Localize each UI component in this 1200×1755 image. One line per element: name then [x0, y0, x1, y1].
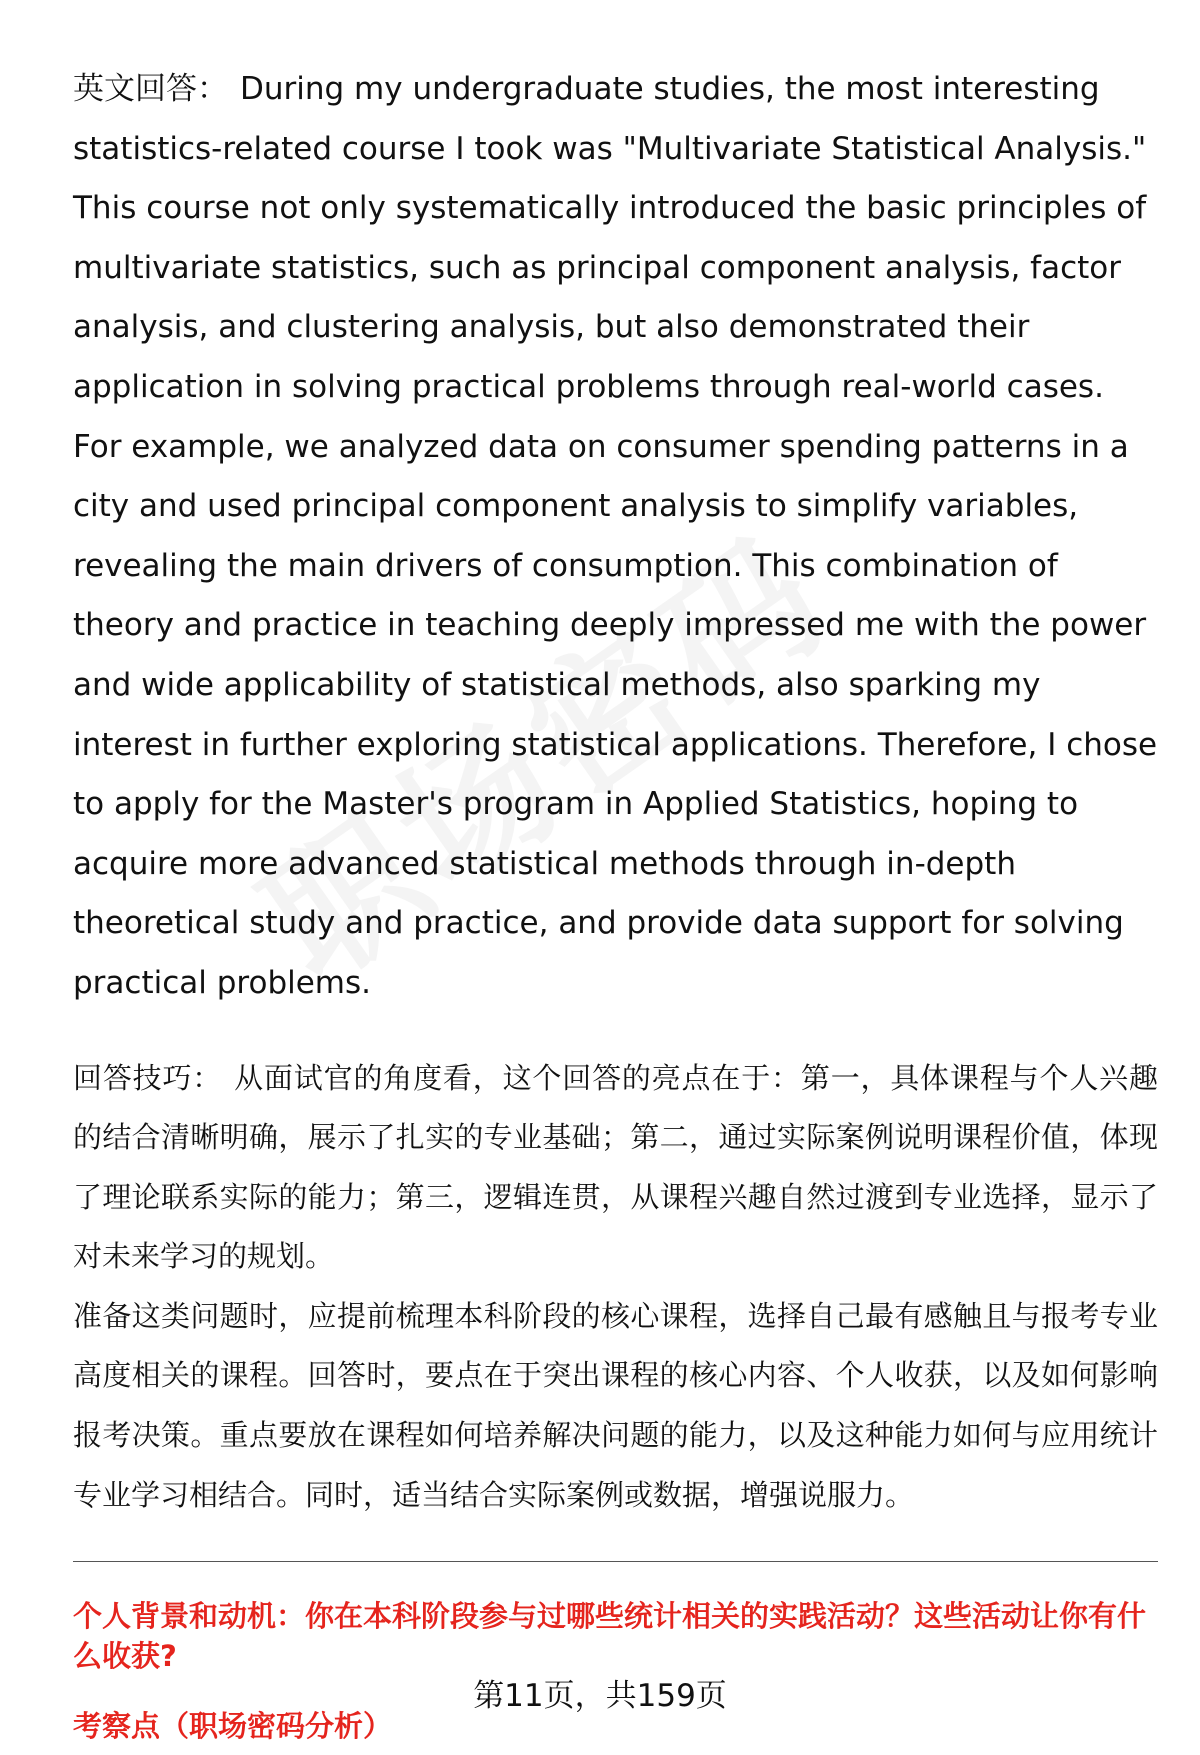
- section-divider: [73, 1561, 1158, 1562]
- preparation-advice-paragraph: 准备这类问题时，应提前梳理本科阶段的核心课程，选择自己最有感触且与报考专业高度相关的课程。回答时，要点在于突出课程的核心内容、个人收获，以及如何影响报考决策。重点要放在课程如何培养解决问题的能力，以及这种能力如何与应用统计专业学习相结合。同时，适当结合实际案例或数据，增强说服力。: [73, 1298, 1158, 1512]
- next-question-title: 个人背景和动机：你在本科阶段参与过哪些统计相关的实践活动？这些活动让你有什么收获?: [73, 1599, 1147, 1674]
- english-answer-text: During my undergraduate studies, the most interesting statistics-related course I took was "Multivariate Statistical Analysis." This course not only systematically introduced the basic principles of multivariate statistics, such as principal component analysis, factor analysis, and clustering analysis, but also demonstrated their application in solving practical problems through real-world cases. For example, we analyzed data on consumer spending patterns in a city and used principal component analysis to simplify variables, revealing the main drivers of consumption. This combination of theory and practice in teaching deeply impressed me with the power and wide applicability of statistical methods, also sparking my interest in further exploring statistical applications. Therefore, I chose to apply for the Master's program in Applied Statistics, hoping to acquire more advanced statistical methods through in-depth theoretical study and practice, and provide data support for solving practical problems.: [73, 71, 1158, 1001]
- page-content: [73, 60, 1158, 1746]
- answer-tips-label: 回答技巧：: [73, 1060, 223, 1095]
- answer-tips-paragraph: [73, 1049, 1158, 1287]
- answer-tips-text: 从面试官的角度看，这个回答的亮点在于：第一，具体课程与个人兴趣的结合清晰明确，展示了扎实的专业基础；第二，通过实际案例说明课程价值，体现了理论联系实际的能力；第三，逻辑连贯，从课程兴趣自然过渡到专业选择，显示了对未来学习的规划。: [73, 1060, 1158, 1274]
- english-answer-label: 英文回答：: [73, 71, 228, 107]
- english-answer-paragraph: [73, 60, 1158, 1014]
- page-number: 第11页，共159页: [473, 1678, 727, 1714]
- assessment-point-heading: 考察点（职场密码分析）: [73, 1709, 393, 1744]
